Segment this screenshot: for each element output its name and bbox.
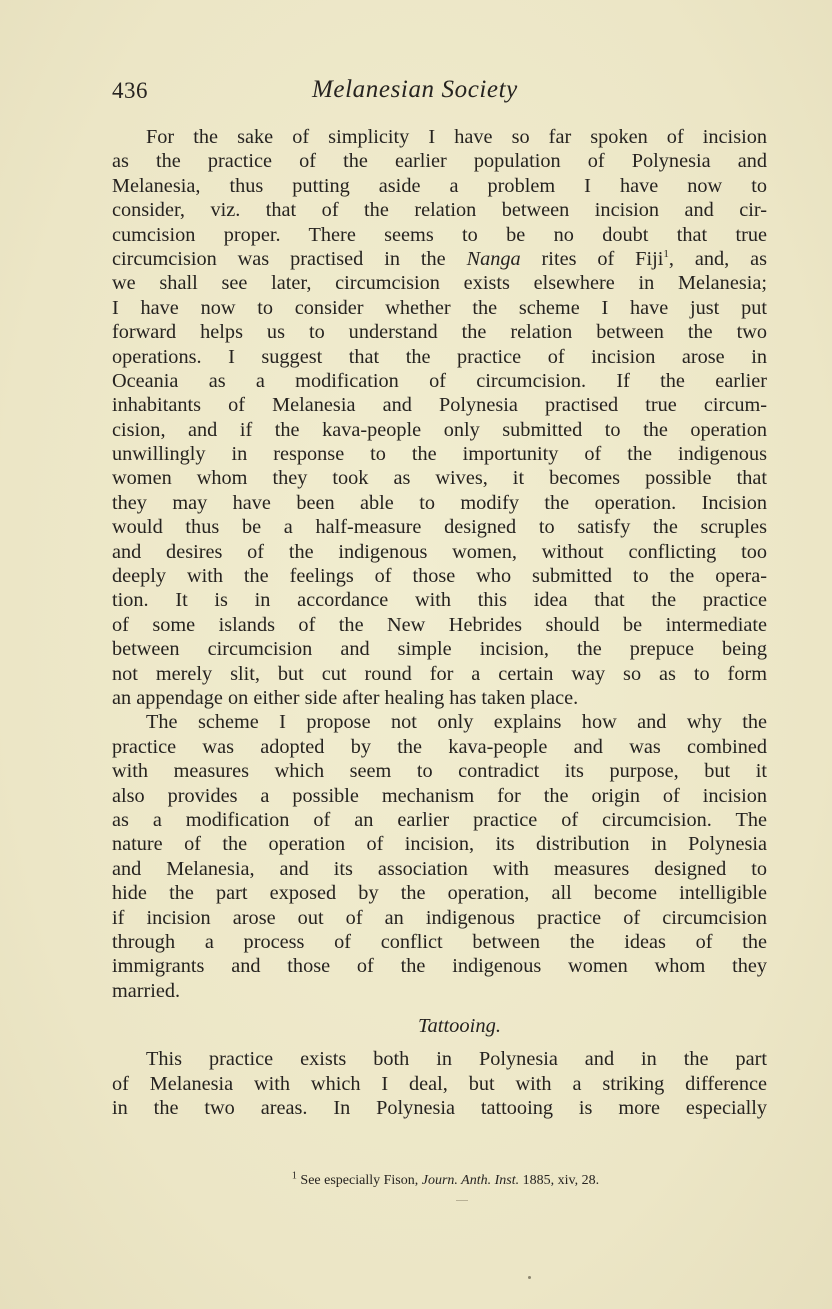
text-line: between circumcision and simple incision, the prepuce being	[112, 638, 767, 661]
footnote-text-post: 1885, xiv, 28.	[519, 1173, 600, 1188]
paragraph-tattooing	[112, 1047, 767, 1120]
text-line: For the sake of simplicity I have so far spoken of incision	[146, 126, 767, 148]
text-line: also provides a possible mechanism for the origin of incision	[112, 784, 767, 807]
paragraph-incision	[112, 125, 767, 710]
text-line: in the two areas. In Polynesia tattooing is more especially	[112, 1097, 767, 1120]
footnote-text-pre: See especially Fison,	[296, 1173, 422, 1188]
text-line: through a process of conflict between the ideas of the	[112, 930, 767, 953]
footnote-marker: 1	[291, 1170, 297, 1182]
text-line: nature of the operation of incision, its distribution in Polynesia	[112, 833, 767, 856]
text-line: unwillingly in response to the importunity of the indigenous	[112, 443, 767, 466]
text-line: inhabitants of Melanesia and Polynesia practised true circum-	[112, 394, 767, 417]
text-line: and Melanesia, and its association with measures designed to	[112, 857, 767, 880]
paragraph-scheme	[112, 710, 767, 1003]
text-line: and desires of the indigenous women, without conflicting too	[112, 540, 767, 563]
print-mark	[456, 1200, 468, 1201]
text-line: cision, and if the kava-people only submitted to the operation	[112, 418, 767, 441]
text-line: deeply with the feelings of those who submitted to the opera-	[112, 565, 767, 588]
line-text: , and, as	[668, 247, 767, 270]
text-line: cumcision proper. There seems to be no doubt that true	[112, 223, 767, 246]
line-text: rites of Fiji	[520, 247, 664, 270]
text-line: Oceania as a modification of circumcision. If the earlier	[112, 369, 767, 392]
text-line: as the practice of the earlier population of Polynesia and	[112, 150, 767, 173]
page-number: 436	[112, 78, 148, 103]
text-line: forward helps us to understand the relation between the two	[112, 321, 767, 344]
text-line: they may have been able to modify the operation. Incision	[112, 491, 767, 514]
text-line: if incision arose out of an indigenous practice of circumcision	[112, 906, 767, 929]
text-line: as a modification of an earlier practice of circumcision. The	[112, 808, 767, 831]
text-line: consider, viz. that of the relation between incision and cir-	[112, 199, 767, 222]
section-heading-tattooing: Tattooing.	[418, 1015, 501, 1038]
running-title: Melanesian Society	[312, 76, 518, 103]
text-line: of some islands of the New Hebrides should be intermediate	[112, 613, 767, 636]
text-line: of Melanesia with which I deal, but with a striking difference	[112, 1072, 767, 1095]
italic-term: Nanga	[466, 247, 521, 270]
text-line: not merely slit, but cut round for a certain way so as to form	[112, 662, 767, 685]
text-line: practice was adopted by the kava-people and was combined	[112, 735, 767, 758]
text-line: would thus be a half-measure designed to satisfy the scruples	[112, 516, 767, 539]
text-line	[112, 247, 767, 271]
text-line: women whom they took as wives, it becomes possible that	[112, 467, 767, 490]
text-line: I have now to consider whether the scheme I have just put	[112, 296, 767, 319]
text-line: hide the part exposed by the operation, all become intelligible	[112, 882, 767, 905]
footnote	[112, 1170, 773, 1189]
footnote-journal: Journ. Anth. Inst.	[421, 1173, 520, 1188]
text-line: tion. It is in accordance with this idea that the practice	[112, 589, 767, 612]
text-line: an appendage on either side after healing has taken place.	[112, 686, 579, 709]
text-line: The scheme I propose not only explains how and why the	[146, 711, 767, 734]
text-line: we shall see later, circumcision exists elsewhere in Melanesia;	[112, 272, 767, 295]
text-line: with measures which seem to contradict its purpose, but it	[112, 760, 767, 783]
body-text	[112, 125, 767, 1121]
text-line: immigrants and those of the indigenous women whom they	[112, 955, 767, 978]
text-line: This practice exists both in Polynesia and in the part	[146, 1048, 767, 1071]
text-line: Melanesia, thus putting aside a problem I have now to	[112, 174, 767, 197]
text-line: operations. I suggest that the practice of incision arose in	[112, 345, 767, 368]
line-text: circumcision was practised in the	[112, 247, 467, 270]
text-line: married.	[112, 979, 181, 1002]
paper-speck	[528, 1276, 531, 1279]
footnote-ref: 1	[663, 248, 669, 261]
page-header	[112, 78, 767, 112]
